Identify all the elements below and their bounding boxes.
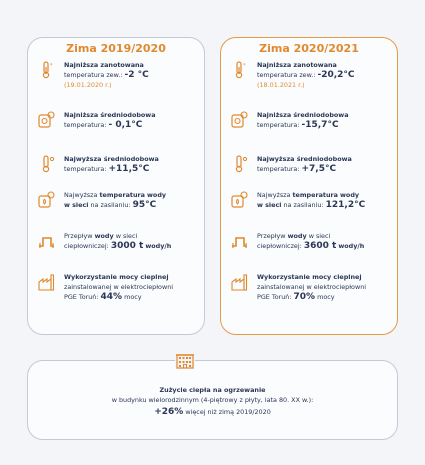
capacity-label-3: PGE Toruń: xyxy=(64,293,99,301)
svg-text:*: * xyxy=(243,63,246,69)
capacity-unit: mocy xyxy=(317,293,335,301)
max-avg-label-2: temperatura: xyxy=(64,165,107,173)
max-water-item xyxy=(38,190,200,210)
capacity-label-3: PGE Toruń: xyxy=(257,293,292,301)
min-temp-label-2: temperatura zew.: xyxy=(257,71,316,79)
thermometer-sun-icon xyxy=(231,155,248,173)
min-temp-date: (19.01.2020 r.) xyxy=(64,81,112,89)
flow-label-c: w sieci xyxy=(115,232,138,240)
min-temp-label: Najniższa zanotowana xyxy=(257,61,337,69)
min-temp-label: Najniższa zanotowana xyxy=(64,61,144,69)
power-plant-icon xyxy=(231,273,248,291)
max-water-label-b: temperatura xyxy=(99,191,145,199)
thermostat-snow-icon xyxy=(231,111,248,129)
consumption-value: +26% xyxy=(154,407,184,417)
consumption-comparison: więcej niż zimą 2019/2020 xyxy=(185,408,271,416)
capacity-item xyxy=(38,272,200,302)
consumption-title: Zużycie ciepła na ogrzewanie xyxy=(159,386,266,394)
max-water-label-b: temperatura xyxy=(292,191,338,199)
consumption-subtitle: w budynku wielorodzinnym (4-piętrowy z płyty, lata 80. XX w.): xyxy=(111,396,314,404)
water-heater-icon xyxy=(231,191,248,209)
min-avg-item xyxy=(231,110,393,130)
winter-2019-2020-card xyxy=(27,37,205,335)
max-avg-value: +11,5°C xyxy=(108,164,150,174)
flow-label-b: wody xyxy=(94,232,114,240)
winter-2020-2021-card xyxy=(220,37,398,335)
min-avg-value: - 0,1°C xyxy=(108,120,143,130)
flow-item xyxy=(38,231,200,251)
capacity-label: Wykorzystanie mocy cieplnej xyxy=(64,273,169,281)
capacity-label-2: zainstalowanej w elektrociepłowni xyxy=(64,283,174,291)
flow-label-c: w sieci xyxy=(308,232,331,240)
flow-unit: wody/h xyxy=(145,242,172,250)
flow-label-b: wody xyxy=(287,232,307,240)
max-water-value: 95°C xyxy=(132,200,157,210)
min-avg-label-2: temperatura: xyxy=(257,121,300,129)
pipe-icon xyxy=(231,232,248,250)
max-water-item xyxy=(231,190,393,210)
flow-value: 3000 t xyxy=(110,241,144,251)
apartment-building-icon xyxy=(175,353,195,369)
min-avg-item xyxy=(38,110,200,130)
min-temp-item xyxy=(38,60,200,90)
consumption-result xyxy=(28,407,397,417)
power-plant-icon xyxy=(38,273,55,291)
flow-label-a: Przepływ xyxy=(257,232,286,240)
max-avg-label: Najwyższa średniodobowa xyxy=(257,155,352,163)
water-heater-icon xyxy=(38,191,55,209)
thermostat-snow-icon xyxy=(38,111,55,129)
flow-value: 3600 t xyxy=(303,241,337,251)
capacity-value: 44% xyxy=(100,292,123,302)
max-avg-label: Najwyższa średniodobowa xyxy=(64,155,159,163)
min-temp-label-2: temperatura zew.: xyxy=(64,71,123,79)
flow-label-d: ciepłowniczej: xyxy=(257,242,302,250)
capacity-value: 70% xyxy=(293,292,316,302)
min-temp-value: -20,2°C xyxy=(317,70,355,80)
capacity-label: Wykorzystanie mocy cieplnej xyxy=(257,273,362,281)
min-temp-date: (18.01.2021 r.) xyxy=(257,81,305,89)
capacity-item xyxy=(231,272,393,302)
min-avg-label-2: temperatura: xyxy=(64,121,107,129)
min-avg-label: Najniższa średniodobowa xyxy=(257,111,349,119)
max-water-label-c: wody xyxy=(147,191,167,199)
capacity-unit: mocy xyxy=(124,293,142,301)
pipe-icon xyxy=(38,232,55,250)
min-temp-value: -2 °C xyxy=(124,70,149,80)
min-temp-item xyxy=(231,60,393,90)
heat-consumption-card xyxy=(27,360,398,440)
min-avg-label: Najniższa średniodobowa xyxy=(64,111,156,119)
max-water-label-e: na zasilaniu: xyxy=(283,201,324,209)
max-avg-value: +7,5°C xyxy=(301,164,337,174)
flow-label-a: Przepływ xyxy=(64,232,93,240)
thermometer-snow-icon xyxy=(38,61,55,79)
flow-item xyxy=(231,231,393,251)
thermometer-snow-icon xyxy=(231,61,248,79)
min-avg-value: -15,7°C xyxy=(301,120,339,130)
capacity-label-2: zainstalowanej w elektrociepłowni xyxy=(257,283,367,291)
max-water-label-c: wody xyxy=(340,191,360,199)
max-avg-item xyxy=(38,154,200,174)
max-avg-label-2: temperatura: xyxy=(257,165,300,173)
max-water-label-d: w sieci xyxy=(64,201,89,209)
max-water-label-d: w sieci xyxy=(257,201,282,209)
card-title: Zima 2019/2020 xyxy=(66,42,166,55)
max-water-label-a: Najwyższa xyxy=(257,191,291,199)
max-water-value: 121,2°C xyxy=(325,200,366,210)
max-water-label-a: Najwyższa xyxy=(64,191,98,199)
flow-label-d: ciepłowniczej: xyxy=(64,242,109,250)
thermometer-sun-icon xyxy=(38,155,55,173)
max-water-label-e: na zasilaniu: xyxy=(90,201,131,209)
flow-unit: wody/h xyxy=(338,242,365,250)
card-title: Zima 2020/2021 xyxy=(259,42,359,55)
max-avg-item xyxy=(231,154,393,174)
svg-text:*: * xyxy=(50,63,53,69)
